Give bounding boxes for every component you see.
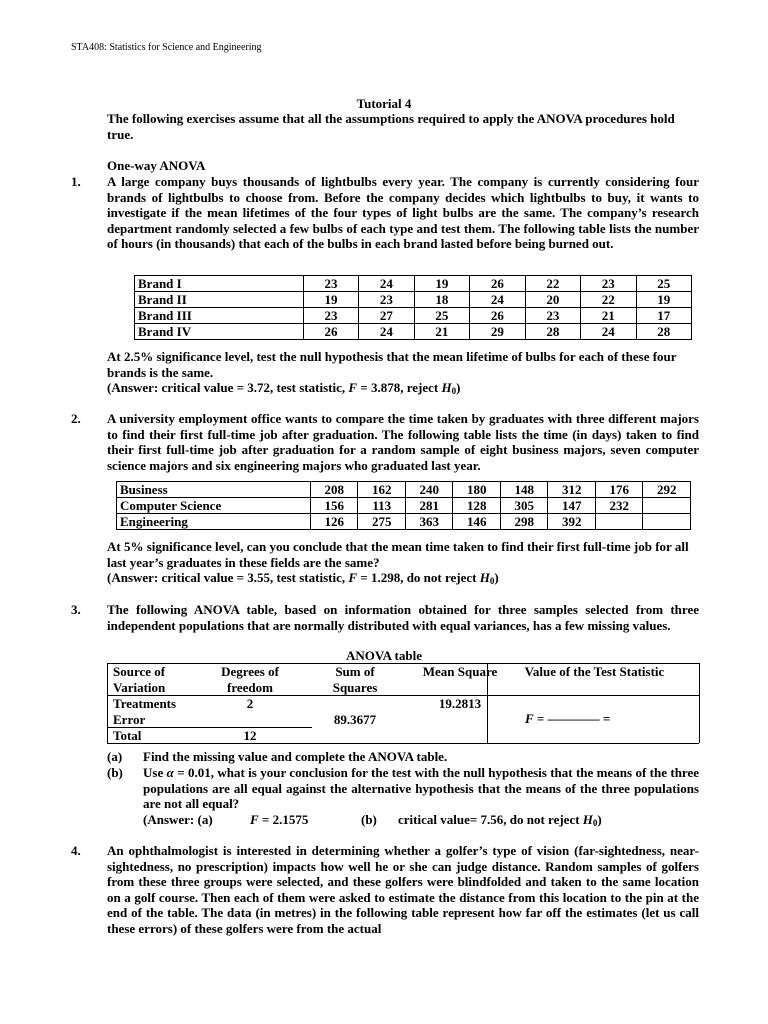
header-ss: Sum of Squares [332,664,378,695]
major-cell: 128 [453,498,501,514]
intro-text: The following exercises assume that all the assumptions required to apply the ANOVA procedures hold true. [107,111,675,142]
major-cell: 312 [548,482,596,498]
major-cell: 240 [405,482,453,498]
anova-header-rule [107,695,699,696]
q3-answer-a: F = 2.1575 [250,812,309,827]
section-heading: One-way ANOVA [107,158,206,173]
major-row-label: Engineering [117,514,311,530]
q3-part-a: Find the missing value and complete the ANOVA table. [143,749,448,764]
brand-cell: 21 [414,324,469,340]
major-cell: 281 [405,498,453,514]
major-cell: 208 [310,482,358,498]
header-source: Source of Variation [113,664,166,695]
major-cell: 156 [310,498,358,514]
brand-row-label: Brand IV [135,324,304,340]
brand-cell: 21 [581,308,636,324]
q3-part-b-label: (b) [107,765,123,780]
brand-cell: 28 [525,324,580,340]
major-cell: 275 [358,514,406,530]
major-cell: 113 [358,498,406,514]
q4-text: An ophthalmologist is interested in determining whether a golfer’s type of vision (far-sightedness, near-sightedness, no prescription) impacts how well he or she can judge distance. Random samples of golfers from these three groups were selected, and these golfers were blindfolded and taken to the same location on a golf course. Then each of them were asked to estimate the distance from this location to the pin at the end of the table. The data (in metres) in the following table represent how far off the estimates (let us call these errors) of these golfers were from the actual [107,843,699,936]
q3-text: The following ANOVA table, based on information obtained for three samples selected from three independent populations that are normally distributed with equal variances, has a few missing values. [107,602,699,633]
anova-left-rule [107,663,108,743]
brand-cell: 23 [359,292,414,308]
major-cell [595,514,643,530]
q3-answer: (Answer: (a) [143,812,213,827]
brand-table [134,275,692,340]
brand-cell: 26 [470,276,525,292]
brand-cell: 24 [359,324,414,340]
tutorial-title: Tutorial 4 [356,96,412,111]
q2-question: At 5% significance level, can you conclude that the mean time taken to find their first full-time job for all last year’s graduates in these fields are the same? [107,539,689,570]
brand-row [135,276,692,292]
q2-text: A university employment office wants to compare the time taken by graduates with three different majors to find their first full-time job after graduation. The following table lists the time (in days) taken to find their first full-time job after graduation for a random sample of eight business majors, seven computer science majors and six engineering majors who graduated last year. [107,411,699,473]
row-treatments-ms: 19.2813 [438,696,482,711]
q1-question: At 2.5% significance level, test the null hypothesis that the mean lifetime of bulbs for each of these four brands is the same. [107,349,677,380]
q2-number: 2. [71,411,81,426]
row-treatments-df: 2 [246,696,254,711]
anova-table-caption: ANOVA table [346,648,422,663]
major-cell [643,498,691,514]
brand-row [135,292,692,308]
row-error-label: Error [113,712,146,727]
anova-bottom-rule [107,743,699,744]
q1-number: 1. [71,174,81,189]
brand-cell: 24 [470,292,525,308]
q3-part-a-label: (a) [107,749,123,764]
brand-cell: 23 [303,276,358,292]
header-ms: Mean Square [422,664,498,679]
major-cell: 305 [500,498,548,514]
brand-cell: 22 [525,276,580,292]
major-cell: 162 [358,482,406,498]
brand-cell: 19 [414,276,469,292]
row-error-ss: 89.3677 [333,712,377,727]
brand-cell: 24 [359,276,414,292]
brand-cell: 23 [303,308,358,324]
brand-cell: 29 [470,324,525,340]
header-df: Degrees of freedom [221,664,279,695]
majors-table [116,481,691,530]
major-row-label: Business [117,482,311,498]
brand-cell: 24 [581,324,636,340]
f-statistic-blank: F = ———— = [525,711,611,726]
brand-cell: 17 [636,308,691,324]
major-cell [643,514,691,530]
brand-row-label: Brand III [135,308,304,324]
brand-cell: 25 [414,308,469,324]
major-cell: 363 [405,514,453,530]
brand-cell: 27 [359,308,414,324]
major-cell: 176 [595,482,643,498]
brand-cell: 19 [636,292,691,308]
brand-cell: 23 [581,276,636,292]
major-cell: 147 [548,498,596,514]
brand-row [135,308,692,324]
course-header: STA408: Statistics for Science and Engineering [71,42,262,53]
brand-cell: 26 [303,324,358,340]
major-row [117,482,691,498]
anova-right-rule [699,663,700,743]
q3-answer-b: critical value= 7.56, do not reject $H_0$) [398,812,602,828]
major-cell: 298 [500,514,548,530]
header-test: Value of the Test Statistic [524,664,665,679]
major-cell: 232 [595,498,643,514]
brand-cell: 28 [636,324,691,340]
major-cell: 392 [548,514,596,530]
major-row [117,514,691,530]
brand-cell: 20 [525,292,580,308]
q1-answer: (Answer: critical value = 3.72, test statistic, F = 3.878, reject $H_0$) [107,380,461,396]
row-treatments-label: Treatments [113,696,177,711]
major-cell: 126 [310,514,358,530]
row-total-label: Total [113,728,142,743]
brand-cell: 25 [636,276,691,292]
major-row-label: Computer Science [117,498,311,514]
brand-cell: 22 [581,292,636,308]
q3-part-b: Use α = 0.01, what is your conclusion for the test with the null hypothesis that the means of the three populations are all equal against the alternative hypothesis that the means of the three populations are not all equal? [143,765,699,812]
major-cell: 148 [500,482,548,498]
q3-answer-b-label: (b) [361,812,377,827]
q1-text: A large company buys thousands of lightbulbs every year. The company is currently considering four brands of lightbulbs to choose from. Before the company decides which lightbulbs to buy, it wants to investigate if the mean lifetimes of the four types of light bulbs are the same. The company’s research department randomly selected a few bulbs of each type and test them. The following table lists the number of hours (in thousands) that each of the bulbs in each brand lasted before being burned out. [107,174,699,252]
q4-number: 4. [71,843,81,858]
major-row [117,498,691,514]
brand-cell: 18 [414,292,469,308]
q3-number: 3. [71,602,81,617]
brand-row-label: Brand I [135,276,304,292]
brand-row-label: Brand II [135,292,304,308]
major-cell: 180 [453,482,501,498]
brand-row [135,324,692,340]
row-total-df: 12 [243,728,257,743]
brand-cell: 23 [525,308,580,324]
major-cell: 146 [453,514,501,530]
brand-cell: 26 [470,308,525,324]
brand-cell: 19 [303,292,358,308]
major-cell: 292 [643,482,691,498]
q2-answer: (Answer: critical value = 3.55, test statistic, F = 1.298, do not reject $H_0$) [107,570,499,586]
